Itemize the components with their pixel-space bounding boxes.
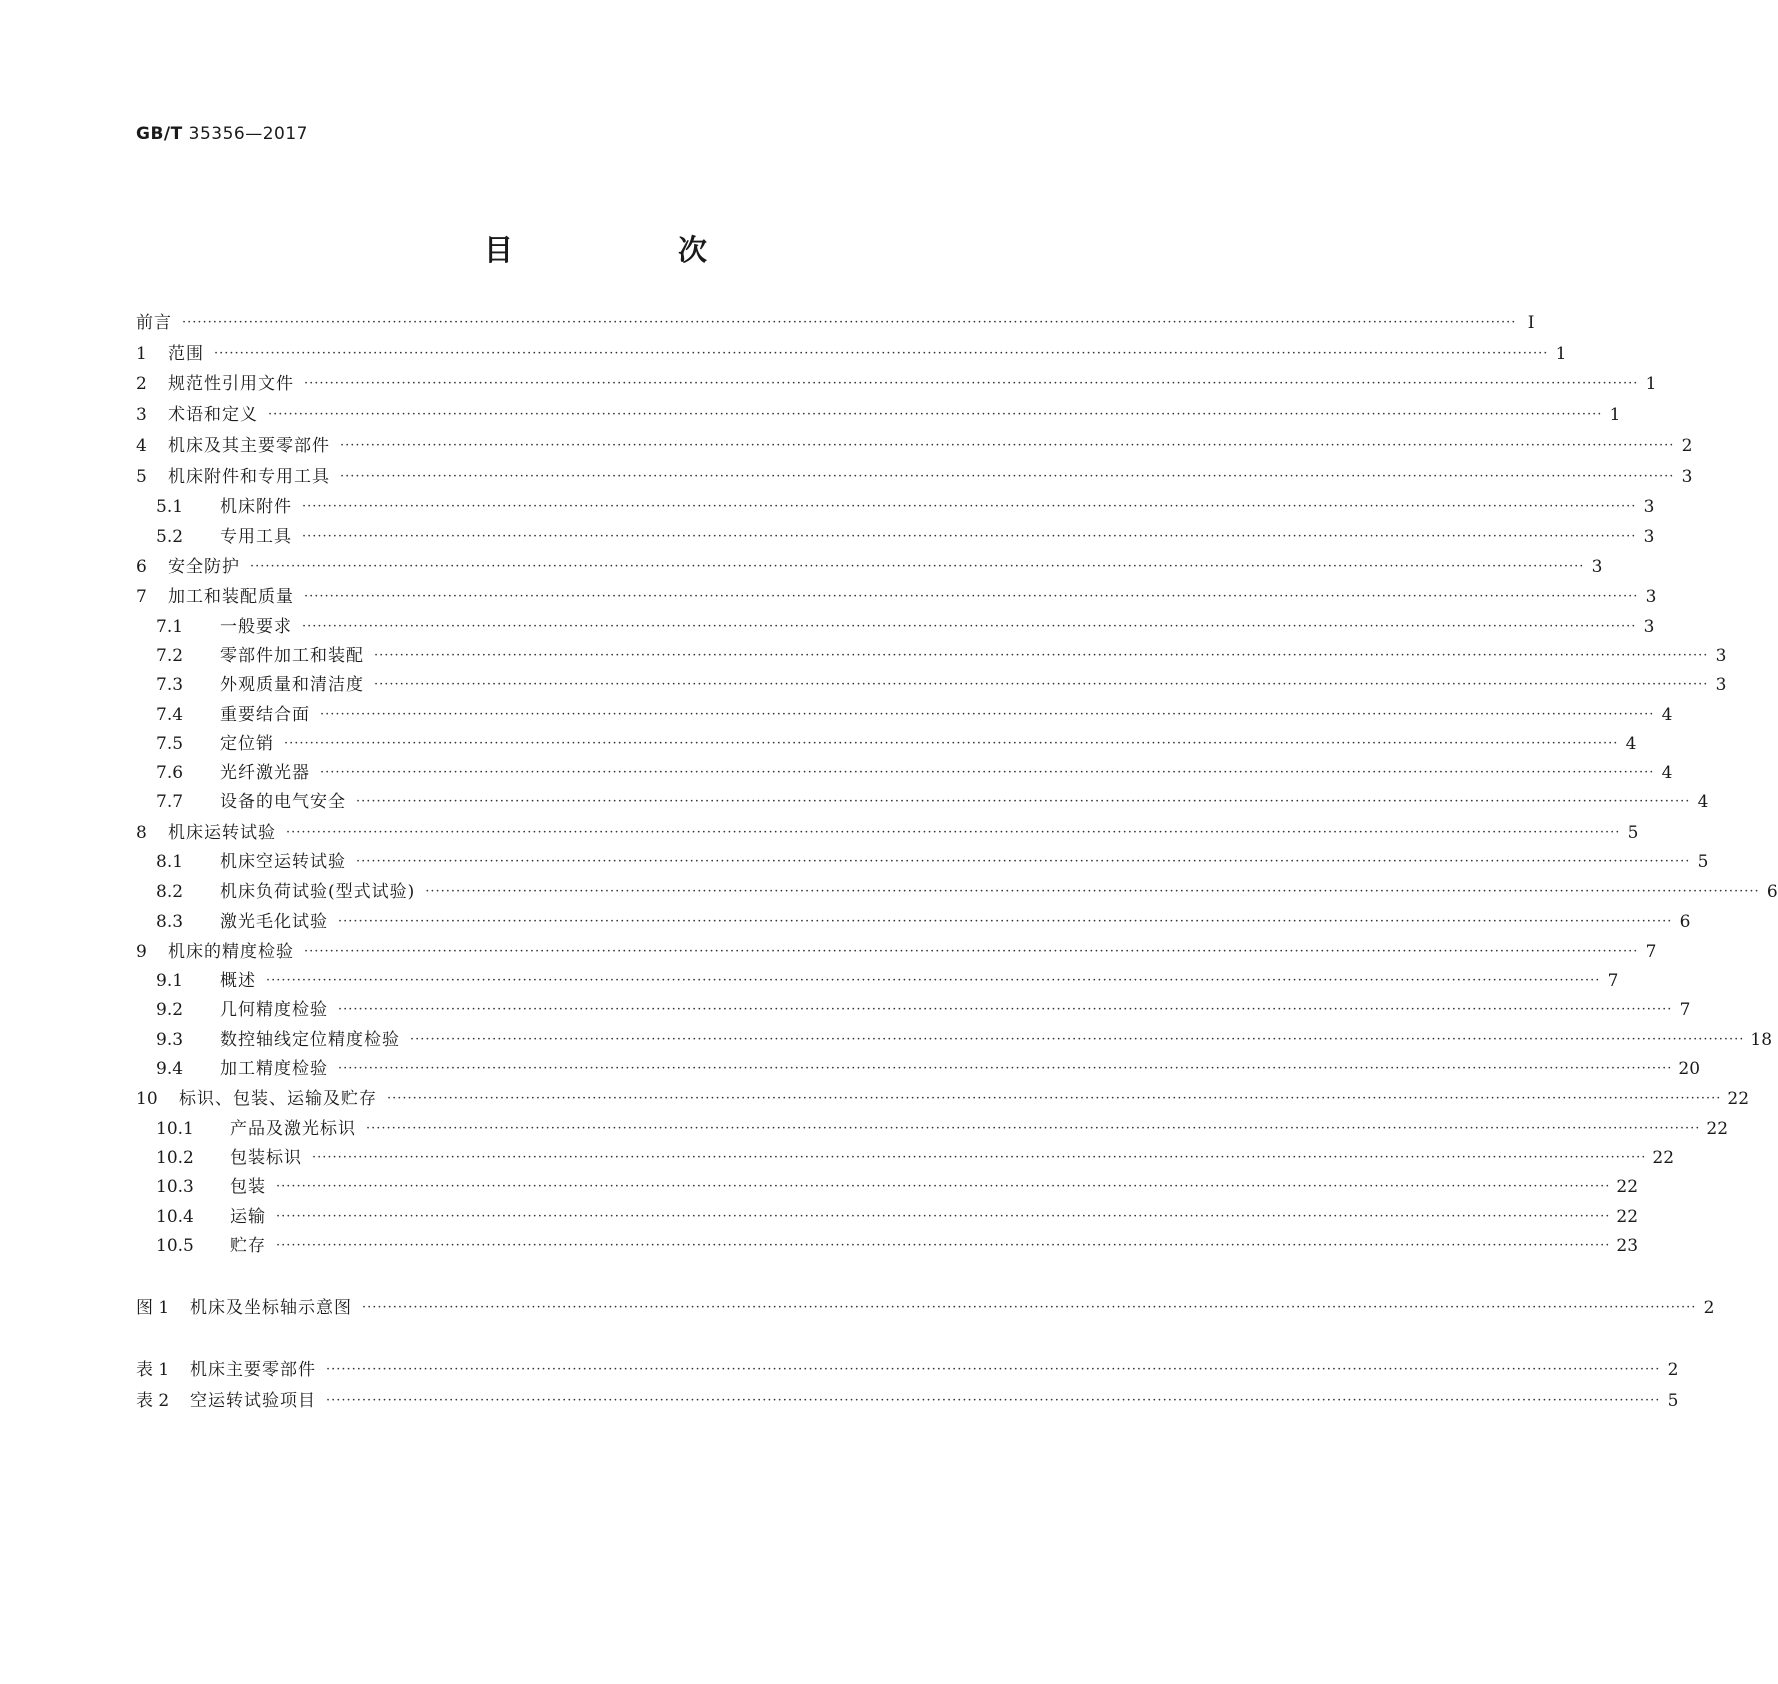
toc-entry-page-number: 1 — [1609, 405, 1621, 425]
toc-entry-number: 9.4 — [156, 1059, 184, 1079]
dot-leader: ···································································································································································································································································· — [304, 376, 1639, 391]
dot-leader: ···································································································································································································································································· — [302, 619, 1637, 634]
toc-entry-title: 机床空运转试验 — [220, 852, 346, 872]
toc-entry-number: 5.1 — [156, 497, 184, 517]
toc-entry-number: 10.1 — [156, 1119, 194, 1139]
toc-entry-page-number: 6 — [1679, 912, 1691, 932]
toc-entry[interactable] — [136, 639, 1727, 667]
toc-entry[interactable] — [136, 460, 1693, 488]
dot-leader: ···································································································································································································································································· — [320, 707, 1655, 722]
toc-entry-number: 9 — [136, 942, 147, 962]
dot-leader: ···································································································································································································································································· — [320, 765, 1655, 780]
toc-entry-title: 重要结合面 — [220, 705, 310, 725]
toc-entry-title: 运输 — [230, 1207, 266, 1227]
dot-leader: ···································································································································································································································································· — [340, 469, 1675, 484]
toc-entry-number: 10.4 — [156, 1207, 194, 1227]
toc-entry-page-number: 3 — [1715, 675, 1727, 695]
toc-entry[interactable] — [136, 490, 1655, 518]
page-title: 目 次 — [483, 233, 775, 267]
dot-leader: ···································································································································································································································································· — [387, 1091, 1722, 1106]
toc-entry-number: 5.2 — [156, 527, 184, 547]
toc-entry-page-number: 4 — [1625, 734, 1637, 754]
toc-entry-number: 8.2 — [156, 882, 184, 902]
toc-entry[interactable] — [136, 550, 1603, 578]
dot-leader: ···································································································································································································································································· — [268, 407, 1603, 422]
dot-leader: ···································································································································································································································································· — [286, 825, 1621, 840]
toc-entry-page-number: 1 — [1645, 374, 1657, 394]
toc-entry-number: 4 — [136, 436, 147, 456]
dot-leader: ···································································································································································································································································· — [356, 794, 1691, 809]
document-code — [136, 124, 308, 144]
toc-entry-number: 5 — [136, 467, 147, 487]
dot-leader: ···································································································································································································································································· — [304, 589, 1639, 604]
toc-entry-page-number: 7 — [1679, 1000, 1691, 1020]
toc-entry-title: 机床主要零部件 — [190, 1360, 316, 1380]
toc-entry[interactable] — [136, 816, 1639, 844]
toc-entry[interactable] — [136, 1353, 1679, 1381]
toc-entry-title: 标识、包装、运输及贮存 — [179, 1089, 377, 1109]
toc-entry[interactable] — [136, 367, 1657, 395]
toc-entry[interactable] — [136, 756, 1673, 784]
toc-entry-number: 3 — [136, 405, 147, 425]
toc-entry[interactable] — [136, 727, 1637, 755]
toc-entry-title: 规范性引用文件 — [168, 374, 294, 394]
toc-entry-number: 9.3 — [156, 1030, 184, 1050]
toc-entry-title: 定位销 — [220, 734, 274, 754]
toc-entry-title: 一般要求 — [220, 617, 292, 637]
toc-entry-title: 概述 — [220, 971, 256, 991]
toc-entry-title: 产品及激光标识 — [230, 1119, 356, 1139]
toc-entry-title: 机床及坐标轴示意图 — [190, 1298, 352, 1318]
toc-entry-page-number: 7 — [1645, 942, 1657, 962]
toc-entry-title: 零部件加工和装配 — [220, 646, 364, 666]
toc-entry[interactable] — [136, 1082, 1750, 1110]
toc-entry-number: 7.6 — [156, 763, 184, 783]
dot-leader: ···································································································································································································································································· — [366, 1121, 1701, 1136]
dot-leader: ···································································································································································································································································· — [302, 529, 1637, 544]
toc-entry-title: 外观质量和清洁度 — [220, 675, 364, 695]
toc-entry-title: 专用工具 — [220, 527, 292, 547]
toc-entry[interactable] — [136, 1384, 1679, 1412]
toc-entry-page-number: 4 — [1697, 792, 1709, 812]
toc-entry[interactable] — [136, 875, 1778, 903]
toc-entry-page-number: 2 — [1681, 436, 1693, 456]
toc-entry-number: 8.3 — [156, 912, 184, 932]
toc-entry-page-number: 3 — [1643, 617, 1655, 637]
toc-entry-title: 贮存 — [230, 1236, 266, 1256]
dot-leader: ···································································································································································································································································· — [362, 1300, 1697, 1315]
toc-entry-page-number: 6 — [1766, 882, 1778, 902]
toc-entry-title: 安全防护 — [168, 557, 240, 577]
toc-entry[interactable] — [136, 1052, 1701, 1080]
toc-entry[interactable] — [136, 1291, 1715, 1319]
toc-entry[interactable] — [136, 785, 1709, 813]
dot-leader: ···································································································································································································································································· — [338, 914, 1673, 929]
toc-entry-page-number: 1 — [1555, 344, 1567, 364]
dot-leader: ···································································································································································································································································· — [374, 677, 1709, 692]
toc-entry-page-number: 22 — [1727, 1089, 1750, 1109]
toc-entry-number: 9.2 — [156, 1000, 184, 1020]
toc-entry-number: 1 — [136, 344, 147, 364]
toc-entry-number: 10.3 — [156, 1177, 194, 1197]
toc-entry-number: 2 — [136, 374, 147, 394]
toc-entry[interactable] — [136, 1200, 1639, 1228]
toc-entry[interactable] — [136, 668, 1727, 696]
toc-entry-number: 8.1 — [156, 852, 184, 872]
toc-entry-number: 9.1 — [156, 971, 184, 991]
dot-leader: ···································································································································································································································································· — [250, 559, 1585, 574]
toc-entry-page-number: 22 — [1706, 1119, 1729, 1139]
toc-entry-title: 加工和装配质量 — [168, 587, 294, 607]
toc-entry-title: 数控轴线定位精度检验 — [220, 1030, 400, 1050]
dot-leader: ···································································································································································································································································· — [276, 1238, 1611, 1253]
toc-entry-title: 空运转试验项目 — [190, 1391, 316, 1411]
toc-entry-title: 激光毛化试验 — [220, 912, 328, 932]
dot-leader: ···································································································································································································································································· — [312, 1150, 1647, 1165]
dot-leader: ···································································································································································································································································· — [266, 973, 1601, 988]
dot-leader: ···································································································································································································································································· — [302, 499, 1637, 514]
toc-entry-title: 加工精度检验 — [220, 1059, 328, 1079]
dot-leader: ···································································································································································································································································· — [338, 1002, 1673, 1017]
toc-entry-page-number: 3 — [1681, 467, 1693, 487]
toc-entry-page-number: 3 — [1643, 527, 1655, 547]
toc-entry-number: 7.1 — [156, 617, 184, 637]
standard-number: 35356—2017 — [188, 124, 308, 144]
toc-entry-page-number: 3 — [1591, 557, 1603, 577]
toc-entry-number: 7.7 — [156, 792, 184, 812]
toc-entry-page-number: 4 — [1661, 705, 1673, 725]
dot-leader: ···································································································································································································································································· — [304, 944, 1639, 959]
toc-entry-page-number: 2 — [1667, 1360, 1679, 1380]
toc-entry-title: 前言 — [136, 313, 172, 333]
toc-entry-page-number: 5 — [1627, 823, 1639, 843]
toc-entry-page-number: 22 — [1652, 1148, 1675, 1168]
toc-entry-page-number: 3 — [1643, 497, 1655, 517]
toc-entry[interactable] — [136, 520, 1655, 548]
toc-entry[interactable] — [136, 306, 1535, 334]
toc-entry-title: 机床运转试验 — [168, 823, 276, 843]
toc-entry[interactable] — [136, 905, 1691, 933]
standard-prefix: GB/T — [136, 124, 183, 144]
toc-entry-page-number: 2 — [1703, 1298, 1715, 1318]
toc-entry-page-number: 22 — [1616, 1177, 1639, 1197]
toc-entry-number: 7.5 — [156, 734, 184, 754]
dot-leader: ···································································································································································································································································· — [326, 1362, 1661, 1377]
toc-entry[interactable] — [136, 993, 1691, 1021]
toc-entry-title: 范围 — [168, 344, 204, 364]
dot-leader: ···································································································································································································································································· — [284, 736, 1619, 751]
toc-entry-page-number: 5 — [1667, 1391, 1679, 1411]
toc-entry[interactable] — [136, 398, 1621, 426]
toc-entry-number: 7.3 — [156, 675, 184, 695]
toc-entry-title: 术语和定义 — [168, 405, 258, 425]
toc-entry[interactable] — [136, 1141, 1675, 1169]
toc-entry-page-number: 3 — [1645, 587, 1657, 607]
toc-entry-number: 表 2 — [136, 1391, 170, 1411]
dot-leader: ···································································································································································································································································· — [338, 1061, 1673, 1076]
toc-entry-number: 6 — [136, 557, 147, 577]
toc-entry-title: 包装标识 — [230, 1148, 302, 1168]
dot-leader: ···································································································································································································································································· — [340, 438, 1675, 453]
toc-entry-title: 包装 — [230, 1177, 266, 1197]
toc-entry[interactable] — [136, 1112, 1729, 1140]
toc-entry-page-number: 18 — [1750, 1030, 1773, 1050]
dot-leader: ···································································································································································································································································· — [410, 1032, 1745, 1047]
toc-entry-title: 机床附件和专用工具 — [168, 467, 330, 487]
toc-entry[interactable] — [136, 1229, 1639, 1257]
toc-entry-page-number: Ⅰ — [1527, 313, 1535, 333]
toc-entry-title: 机床的精度检验 — [168, 942, 294, 962]
toc-entry[interactable] — [136, 1170, 1639, 1198]
toc-entry-page-number: 22 — [1616, 1207, 1639, 1227]
toc-entry-title: 机床附件 — [220, 497, 292, 517]
dot-leader: ···································································································································································································································································· — [182, 315, 1517, 330]
toc-entry[interactable] — [136, 698, 1673, 726]
toc-entry-number: 10.2 — [156, 1148, 194, 1168]
toc-entry[interactable] — [136, 964, 1619, 992]
toc-entry-page-number: 4 — [1661, 763, 1673, 783]
toc-entry-title: 几何精度检验 — [220, 1000, 328, 1020]
toc-entry-page-number: 5 — [1697, 852, 1709, 872]
toc-entry-page-number: 3 — [1715, 646, 1727, 666]
toc-entry-title: 设备的电气安全 — [220, 792, 346, 812]
dot-leader: ···································································································································································································································································· — [276, 1179, 1611, 1194]
toc-entry-number: 7 — [136, 587, 147, 607]
toc-entry-number: 10.5 — [156, 1236, 194, 1256]
toc-entry-number: 7.2 — [156, 646, 184, 666]
dot-leader: ···································································································································································································································································· — [276, 1209, 1611, 1224]
toc-entry-page-number: 7 — [1607, 971, 1619, 991]
toc-entry-number: 10 — [136, 1089, 158, 1109]
toc-entry-number: 图 1 — [136, 1298, 170, 1318]
dot-leader: ···································································································································································································································································· — [214, 346, 1549, 361]
dot-leader: ···································································································································································································································································· — [326, 1393, 1661, 1408]
toc-entry-number: 7.4 — [156, 705, 184, 725]
toc-entry-page-number: 23 — [1616, 1236, 1639, 1256]
toc-entry[interactable] — [136, 1023, 1773, 1051]
toc-entry[interactable] — [136, 845, 1709, 873]
toc-entry[interactable] — [136, 580, 1657, 608]
dot-leader: ···································································································································································································································································· — [356, 854, 1691, 869]
toc-entry-title: 机床负荷试验(型式试验) — [220, 882, 416, 902]
toc-entry-number: 8 — [136, 823, 147, 843]
toc-entry-number: 表 1 — [136, 1360, 170, 1380]
toc-entry[interactable] — [136, 337, 1567, 365]
toc-entry-title: 机床及其主要零部件 — [168, 436, 330, 456]
toc-entry[interactable] — [136, 610, 1655, 638]
toc-entry-title: 光纤激光器 — [220, 763, 310, 783]
dot-leader: ···································································································································································································································································· — [374, 648, 1709, 663]
toc-entry[interactable] — [136, 429, 1693, 457]
dot-leader: ···································································································································································································································································· — [425, 884, 1760, 899]
toc-entry[interactable] — [136, 935, 1657, 963]
toc-entry-page-number: 20 — [1678, 1059, 1701, 1079]
